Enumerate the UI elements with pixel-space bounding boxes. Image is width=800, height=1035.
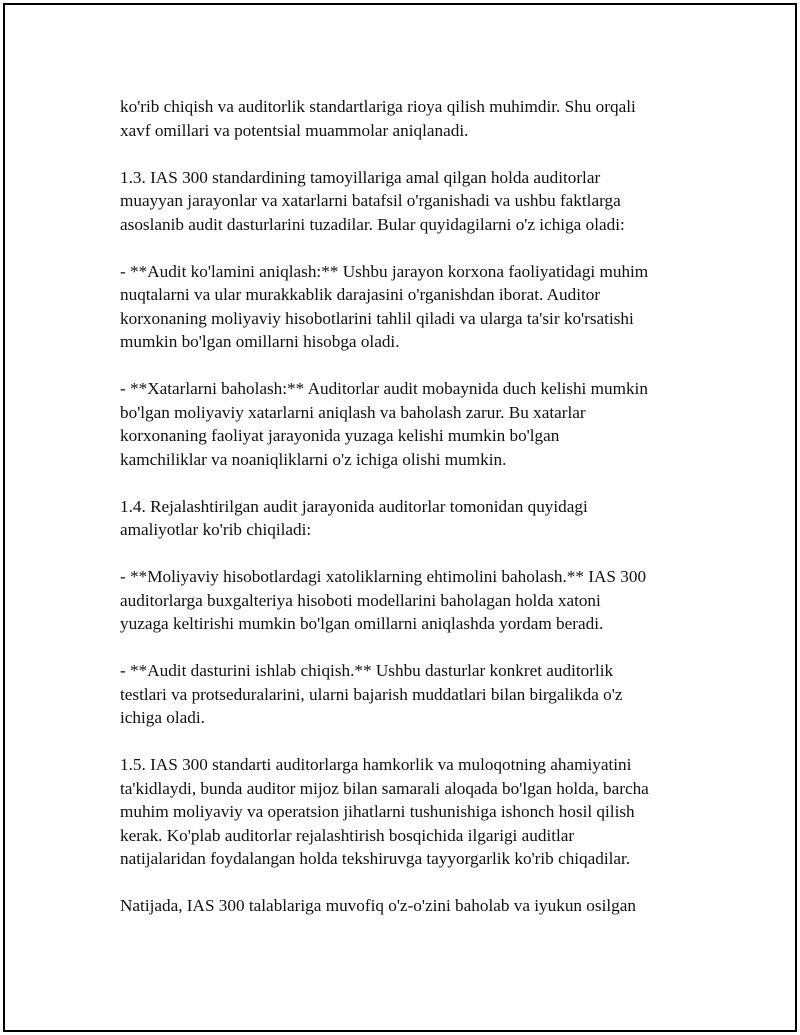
paragraph-audit-program: - **Audit dasturini ishlab chiqish.** Ushbu dasturlar konkret auditorlik testlari va protseduralarini, ularni bajarish muddatlari bilan birgalikda o'z ichiga oladi.	[120, 661, 623, 727]
document-body	[120, 95, 710, 918]
document-page	[3, 3, 797, 1032]
paragraph-section-1-4: 1.4. Rejalashtirilgan audit jarayonida auditorlar tomonidan quyidagi amaliyotlar ko'rib chiqiladi:	[120, 496, 588, 539]
paragraph-section-1-3: 1.3. IAS 300 standardining tamoyillariga amal qilgan holda auditorlar muayyan jarayonlar va xatarlarni batafsil o'rganishadi va ushbu faktlarga asoslanib audit dasturlarini tuzadilar. Bular quyidagilarni o'z ichiga oladi:	[120, 167, 625, 234]
paragraph-misstatement-likelihood: - **Moliyaviy hisobotlardagi xatoliklarning ehtimolini baholash.** IAS 300 auditorlarga buxgalteriya hisoboti modellarini baholagan holda xatoni yuzaga keltirishi mumkin bo'lgan omillarni aniqlashda yordam beradi.	[120, 567, 647, 633]
paragraph-audit-scope: - **Audit ko'lamini aniqlash:** Ushbu jarayon korxona faoliyatidagi muhim nuqtalarni va ular murakkablik darajasini o'rganishdan iborat. Auditor korxonaning moliyaviy hisobotlarini tahlil qiladi va ularga ta'sir ko'rsatishi mumkin bo'lgan omillarni hisobga oladi.	[120, 261, 649, 351]
paragraph-intro-continuation: ko'rib chiqish va auditorlik standartlariga rioya qilish muhimdir. Shu orqali xavf omillari va potentsial muammolar aniqlanadi.	[120, 97, 636, 140]
paragraph-section-1-5: 1.5. IAS 300 standarti auditorlarga hamkorlik va muloqotning ahamiyatini ta'kidlaydi, bunda auditor mijoz bilan samarali aloqada bo'lgan holda, barcha muhim moliyaviy va operatsion jihatlarni tushunishiga ishonch hosil qilish kerak. Ko'plab auditorlar rejalashtirish bosqichida ilgarigi auditlar natijalaridan foydalangan holda tekshiruvga tayyorgarlik ko'rib chiqadilar.	[120, 755, 649, 868]
paragraph-risk-assessment: - **Xatarlarni baholash:** Auditorlar audit mobaynida duch kelishi mumkin bo'lgan moliyaviy xatarlarni aniqlash va baholash zarur. Bu xatarlar korxonaning faoliyat jarayonida yuzaga kelishi mumkin bo'lgan kamchiliklar va noaniqliklarni o'z ichiga olishi mumkin.	[120, 379, 648, 469]
paragraph-conclusion: Natijada, IAS 300 talablariga muvofiq o'z-o'zini baholab va iyukun osilgan	[120, 896, 636, 915]
